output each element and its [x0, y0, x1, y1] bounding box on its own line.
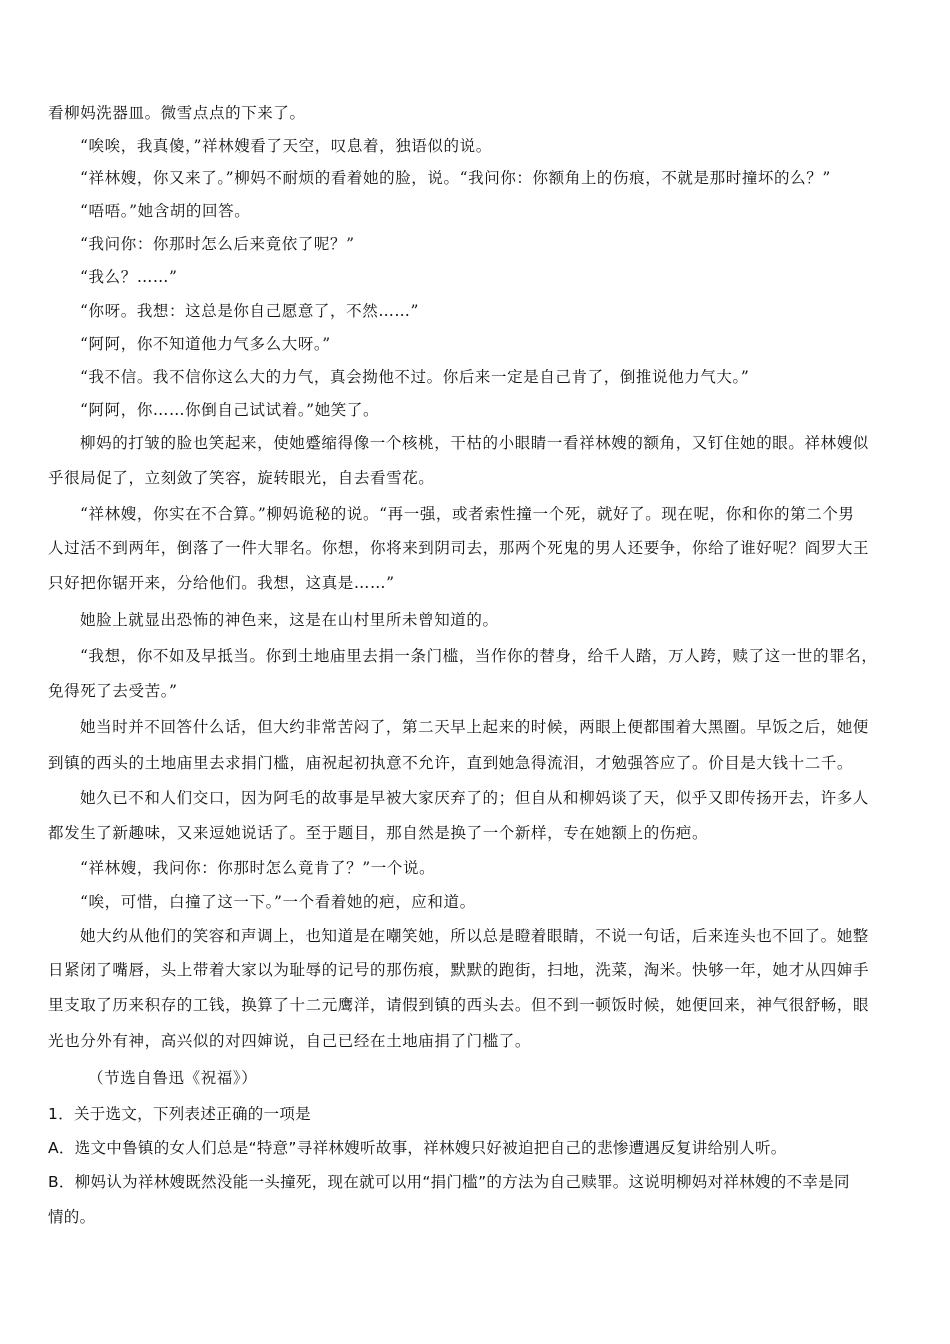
passage-line: 免得死了去受苦。”: [48, 682, 178, 700]
passage-line: 乎很局促了，立刻敛了笑容，旋转眼光，自去看雪花。: [48, 469, 435, 487]
question-stem: 1．关于选文，下列表述正确的一项是: [48, 1105, 311, 1123]
passage-line: 她当时并不回答什么话，但大约非常苦闷了，第二天早上起来的时候，两眼上便都围着大黑圈。早饭之后，她便: [80, 718, 869, 736]
passage-source: （节选自鲁迅《祝福》）: [88, 1069, 258, 1087]
passage-line: 柳妈的打皱的脸也笑起来，使她蹙缩得像一个核桃，干枯的小眼睛一看祥林嫂的额角，又钉住她的眼。祥林嫂似: [80, 434, 869, 452]
passage-line: 人过活不到两年，倒落了一件大罪名。你想，你将来到阴司去，那两个死鬼的男人还要争，你给了谁好呢？阎罗大王: [48, 539, 870, 557]
passage-line: “你呀。我想：这总是你自己愿意了，不然……”: [80, 302, 420, 320]
passage-line: 看柳妈洗器皿。微雪点点的下来了。: [48, 104, 306, 122]
passage-line: “唉唉，我真傻，”祥林嫂看了天空，叹息着，独语似的说。: [80, 137, 492, 155]
passage-line: “祥林嫂，你又来了。”柳妈不耐烦的看着她的脸，说。“我问你：你额角上的伤痕，不就是那时撞坏的么？”: [80, 169, 831, 187]
passage-line: “唉，可惜，白撞了这一下。”一个看着她的疤，应和道。: [80, 893, 476, 911]
passage-line: 日紧闭了嘴唇，头上带着大家以为耻辱的记号的那伤痕，默默的跑街，扫地，洗菜，淘米。快够一年，她才从四婶手: [48, 961, 870, 979]
passage-line: 只好把你锯开来，分给他们。我想，这真是……”: [48, 574, 395, 592]
passage-line: 她久已不和人们交口，因为阿毛的故事是早被大家厌弃了的；但自从和柳妈谈了天，似乎又即传扬开去，许多人: [80, 789, 869, 807]
passage-line: “我么？……”: [80, 268, 178, 286]
passage-line: “我不信。我不信你这么大的力气，真会拗他不过。你后来一定是自己肯了，倒推说他力气大。”: [80, 368, 750, 386]
passage-line: “祥林嫂，我问你：你那时怎么竟肯了？”一个说。: [80, 859, 436, 877]
passage-line: “祥林嫂，你实在不合算。”柳妈诡秘的说。“再一强，或者索性撞一个死，就好了。现在呢，你和你的第二个男: [80, 505, 855, 523]
question-option-b: B．柳妈认为祥林嫂既然没能一头撞死，现在就可以用“捐门槛”的方法为自己赎罪。这说明柳妈对祥林嫂的不幸是同: [48, 1173, 850, 1191]
passage-line: 光也分外有神，高兴似的对四婶说，自己已经在土地庙捐了门槛了。: [48, 1032, 532, 1050]
question-option-a: A．选文中鲁镇的女人们总是“特意”寻祥林嫂听故事，祥林嫂只好被迫把自己的悲惨遭遇反复讲给别人听。: [48, 1139, 787, 1157]
passage-line: 里支取了历来积存的工钱，换算了十二元鹰洋，请假到镇的西头去。但不到一顿饭时候，她便回来，神气很舒畅，眼: [48, 996, 870, 1014]
passage-line: 到镇的西头的土地庙里去求捐门槛，庙祝起初执意不允许，直到她急得流泪，才勉强答应了。价目是大钱十二千。: [48, 754, 854, 772]
question-option-b-continued: 情的。: [48, 1208, 96, 1226]
passage-line: “阿阿，你不知道他力气多么大呀。”: [80, 335, 331, 353]
passage-line: 她大约从他们的笑容和声调上，也知道是在嘲笑她，所以总是瞪着眼睛，不说一句话，后来连头也不回了。她整: [80, 927, 869, 945]
passage-line: 都发生了新趣味，又来逗她说话了。至于题目，那自然是换了一个新样，专在她额上的伤疤。: [48, 824, 709, 842]
passage-line: “我问你：你那时怎么后来竟依了呢？”: [80, 235, 355, 253]
passage-line: “唔唔。”她含胡的回答。: [80, 202, 251, 220]
passage-line: 她脸上就显出恐怖的神色来，这是在山村里所未曾知道的。: [80, 611, 499, 629]
passage-line: “我想，你不如及早抵当。你到土地庙里去捐一条门槛，当作你的替身，给千人踏，万人跨，赎了这一世的罪名，: [80, 647, 878, 665]
passage-line: “阿阿，你……你倒自己试试着。”她笑了。: [80, 401, 380, 419]
